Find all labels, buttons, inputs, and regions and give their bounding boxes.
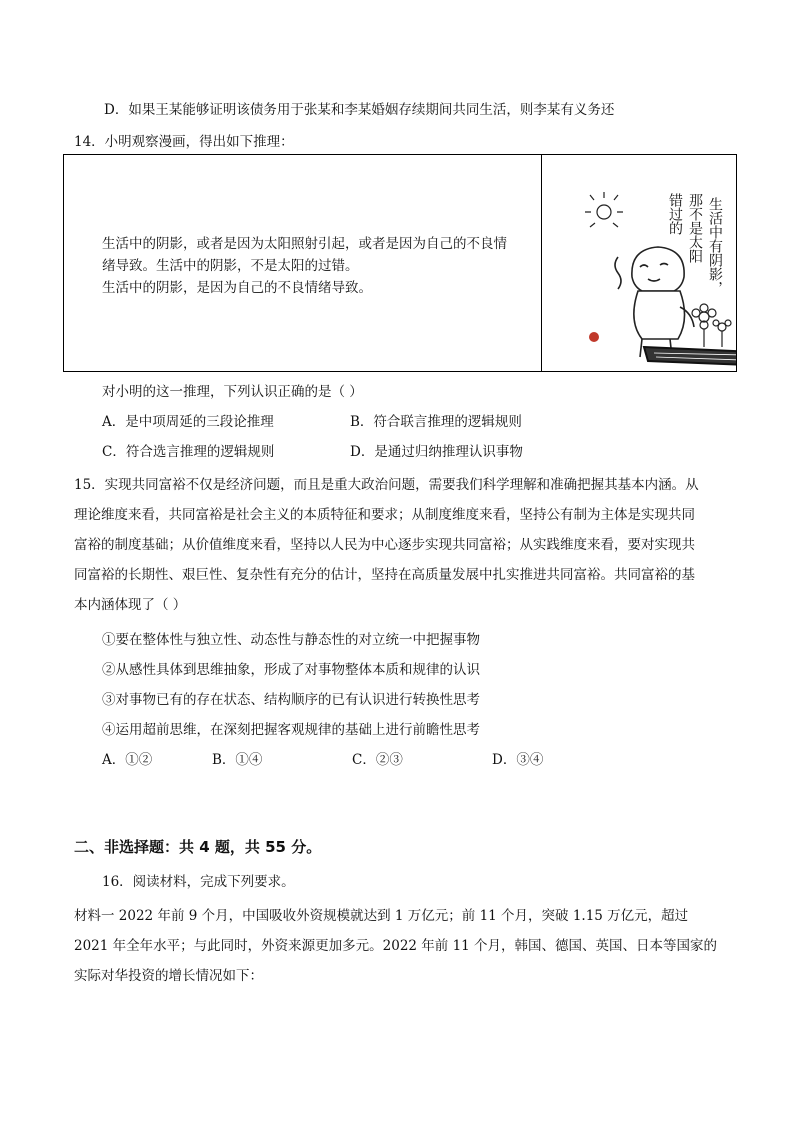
- q15-line-2: 理论维度来看，共同富裕是社会主义的本质特征和要求；从制度维度来看，坚持公有制为主体是实现共同: [74, 507, 695, 523]
- character-figure: [615, 247, 694, 357]
- figure-divider: [541, 155, 542, 371]
- q15-line-3: 富裕的制度基础；从价值维度来看，坚持以人民为中心逐步实现共同富裕；从实践维度来看，要对实现共: [74, 537, 695, 553]
- q13-option-d: D．如果王某能够证明该债务用于张某和李某婚姻存续期间共同生活，则李某有义务还: [104, 102, 615, 118]
- flower-icon: [692, 304, 731, 347]
- seal-stamp: [589, 332, 599, 342]
- q14-option-a: A．是中项周延的三段论推理: [102, 414, 274, 430]
- q15-option-a: A．①②: [102, 752, 153, 768]
- q15-statement-2: ②从感性具体到思维抽象，形成了对事物整体本质和规律的认识: [102, 662, 480, 678]
- reasoning-line-3: 生活中的阴影，是因为自己的不良情绪导致。: [102, 280, 372, 296]
- cartoon-illustration: [544, 157, 736, 369]
- material-line-2: 2021 年全年水平；与此同时，外资来源更加多元。2022 年前 11 个月，韩国、德国、英国、日本等国家的: [74, 938, 718, 954]
- q15-line-5: 本内涵体现了（ ）: [74, 597, 187, 613]
- q15-statement-4: ④运用超前思维，在深刻把握客观规律的基础上进行前瞻性思考: [102, 722, 480, 738]
- reasoning-line-1: 生活中的阴影，或者是因为太阳照射引起，或者是因为自己的不良情: [102, 236, 507, 252]
- q15-statement-1: ①要在整体性与独立性、动态性与静态性的对立统一中把握事物: [102, 632, 480, 648]
- q16-material: [74, 901, 724, 991]
- q15-line-4: 同富裕的长期性、艰巨性、复杂性有充分的估计，坚持在高质量发展中扎实推进共同富裕。共同富裕的基: [74, 567, 695, 583]
- q14-intro: 14．小明观察漫画，得出如下推理：: [74, 134, 294, 150]
- reasoning-line-2: 绪导致。生活中的阴影，不是太阳的过错。: [102, 258, 359, 274]
- cartoon-caption-col1: 生活中有阴影，: [707, 197, 723, 295]
- sun-icon: [585, 192, 623, 227]
- q14-option-c: C．符合选言推理的逻辑规则: [102, 444, 275, 460]
- q15-statement-3: ③对事物已有的存在状态、结构顺序的已有认识进行转换性思考: [102, 692, 480, 708]
- q15-option-c: C．②③: [352, 752, 403, 768]
- q16-intro: 16．阅读材料，完成下列要求。: [102, 874, 295, 890]
- shadow-ground: [644, 347, 736, 365]
- cartoon-caption-col2: 那不是太阳: [687, 193, 703, 263]
- material-line-3: 实际对华投资的增长情况如下：: [74, 968, 263, 984]
- q14-figure-box: [63, 154, 737, 372]
- section-2-title: 二、非选择题：共 4 题，共 55 分。: [74, 838, 322, 856]
- material-line-1: 材料一 2022 年前 9 个月，中国吸收外资规模就达到 1 万亿元；前 11 个月，突破 1.15 万亿元，超过: [74, 908, 689, 924]
- q15-option-b: B．①④: [212, 752, 263, 768]
- q14-reasoning-text: [102, 233, 532, 299]
- q15-option-d: D．③④: [492, 752, 544, 768]
- cartoon-caption-col3: 错过的: [667, 193, 683, 235]
- q14-option-d: D．是通过归纳推理认识事物: [350, 444, 523, 460]
- q14-stem: 对小明的这一推理，下列认识正确的是（ ）: [102, 384, 363, 400]
- q15-question: [74, 470, 724, 620]
- q14-option-b: B．符合联言推理的逻辑规则: [350, 414, 522, 430]
- q15-line-1: 15．实现共同富裕不仅是经济问题，而且是重大政治问题，需要我们科学理解和准确把握其基本内涵。从: [74, 477, 699, 493]
